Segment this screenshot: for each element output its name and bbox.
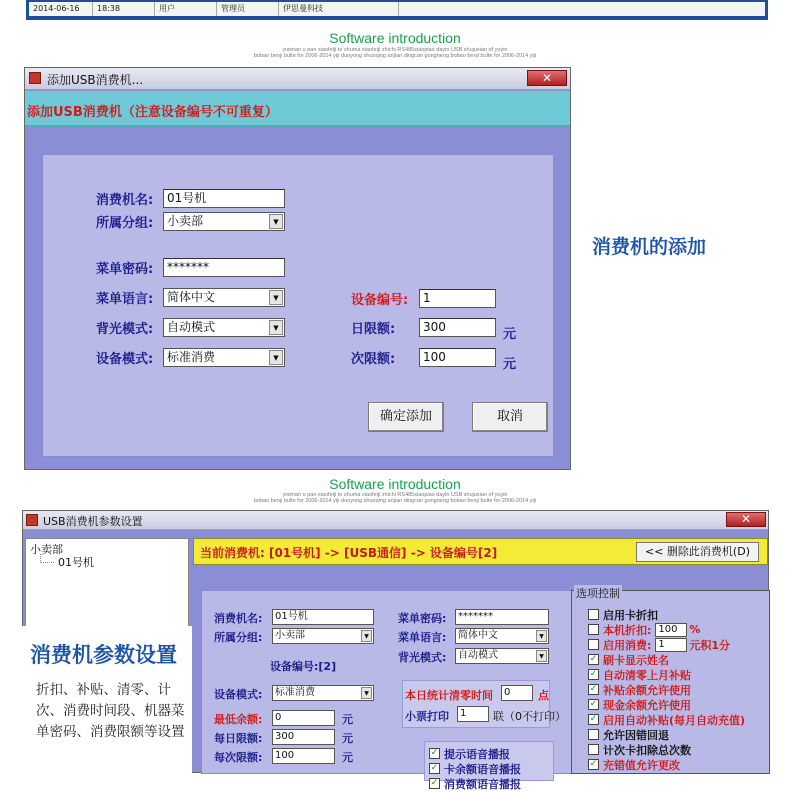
backlight-select-value: 自动模式: [167, 320, 216, 334]
device-mode-select[interactable]: [163, 348, 285, 367]
chevron-down-icon[interactable]: ▼: [536, 650, 547, 662]
chevron-down-icon[interactable]: ▼: [269, 214, 283, 229]
section-subtitle-line1: yiximan u pan xiaofeiji to shuma xiaofeiji zhichi RS485xiaopiao dayin USB shujuxian of yuyin: [282, 47, 508, 53]
section-subtitle-line2: bobao benji bulte for 2006-2014 yiji duoyong shuoqing anjian dingcan gongneng bobao benji bulte for 2006-2014 yiji: [253, 53, 537, 59]
per-transaction-limit-label: 次限额:: [351, 352, 396, 367]
group-select-value: 小卖部: [167, 214, 204, 228]
add-device-window: [24, 67, 571, 470]
backlight-select[interactable]: [455, 648, 549, 664]
option-label: 启用自动补贴(每月自动充值): [603, 713, 746, 727]
option-item[interactable]: [588, 697, 768, 712]
option-value-input[interactable]: 1: [655, 638, 687, 652]
form-panel: [42, 154, 554, 457]
option-item[interactable]: [588, 727, 768, 742]
currency-unit: 元: [503, 327, 517, 342]
chevron-down-icon[interactable]: ▼: [536, 630, 547, 642]
option-item[interactable]: [588, 637, 768, 652]
window-title: 添加USB消费机...: [47, 73, 144, 87]
section-subtitle-line2: bobao benji bulte for 2006-2014 yiji duoyong shuoqing anjian dingcan gongneng bobao benji bulte for 2006-2014 yiji: [253, 498, 537, 504]
password-input[interactable]: *******: [163, 258, 285, 277]
option-label: 补贴余额允许使用: [603, 683, 691, 697]
date-cell: 2014-06-16: [29, 2, 93, 16]
device-mode-select-value: 标准消费: [167, 350, 216, 364]
name-label: 消费机名:: [214, 612, 263, 625]
instruction-banner: [25, 91, 570, 127]
option-label: 启用卡折扣: [603, 608, 658, 622]
chevron-down-icon[interactable]: ▼: [361, 630, 372, 642]
tree-item-device[interactable]: 01号机: [58, 556, 94, 569]
voice-option-label: 卡余额语音播报: [444, 762, 521, 776]
voice-options-box: [424, 741, 554, 791]
currency-unit: 元: [342, 751, 353, 764]
close-button[interactable]: ✕: [527, 70, 567, 86]
options-group: [571, 587, 770, 774]
delete-device-button[interactable]: << 删除此消费机(D): [636, 542, 759, 562]
per-transaction-limit-input[interactable]: 100: [272, 748, 335, 764]
option-label: 本机折扣:: [603, 623, 652, 637]
language-select[interactable]: [163, 288, 285, 307]
option-value-input[interactable]: 100: [655, 623, 687, 637]
password-label: 菜单密码:: [398, 612, 447, 625]
voice-option-label: 提示语音播报: [444, 747, 510, 761]
receipt-print-unit: 联（0不打印）: [493, 710, 566, 723]
checkbox[interactable]: [588, 639, 599, 650]
role-cell: 管理员: [217, 2, 279, 16]
currency-unit: 元: [503, 357, 517, 372]
checkbox[interactable]: ✓: [589, 714, 598, 724]
current-device-path: 当前消费机: [01号机] -> [USB通信] -> 设备编号[2]: [200, 546, 498, 560]
group-label: 所属分组:: [96, 216, 154, 231]
language-label: 菜单语言:: [96, 292, 154, 307]
tree-item-group[interactable]: 小卖部: [30, 543, 63, 556]
tree-connector: [40, 554, 54, 563]
close-button[interactable]: ✕: [726, 512, 766, 527]
group-select-value: 小卖部: [275, 630, 305, 641]
voice-option[interactable]: [429, 746, 510, 761]
device-number-label: 设备编号:[2]: [270, 660, 337, 673]
name-label: 消费机名:: [96, 193, 154, 208]
option-item[interactable]: [588, 742, 768, 757]
options-list: [588, 607, 768, 772]
voice-option[interactable]: [429, 761, 521, 776]
hour-unit: 点: [538, 689, 549, 702]
section-subtitle-line1: yiximan u pan xiaofeiji to shuma xiaofeiji zhichi RS485xiaopiao dayin USB shujuxian of yuyin: [282, 492, 508, 498]
daily-reset-label: 本日统计清零时间: [405, 689, 493, 702]
group-select[interactable]: [163, 212, 285, 231]
name-input[interactable]: 01号机: [272, 609, 374, 625]
confirm-add-button[interactable]: 确定添加: [368, 402, 444, 432]
option-label: 现金余额允许使用: [603, 698, 691, 712]
option-label: 刷卡显示姓名: [603, 653, 669, 667]
currency-unit: 元: [342, 732, 353, 745]
checkbox[interactable]: [588, 744, 599, 755]
previous-screenshot-strip: [26, 0, 768, 20]
option-item[interactable]: [588, 607, 768, 622]
time-cell: 18:38: [93, 2, 155, 16]
option-label: 充错值允许更改: [603, 758, 680, 772]
checkbox[interactable]: ✓: [589, 699, 598, 709]
name-input[interactable]: 01号机: [163, 189, 285, 208]
min-balance-label: 最低余额:: [214, 713, 263, 726]
language-label: 菜单语言:: [398, 631, 447, 644]
checkbox[interactable]: ✓: [589, 684, 598, 694]
option-label: 计次卡扣除总次数: [603, 743, 691, 757]
per-transaction-limit-input[interactable]: 100: [419, 348, 496, 367]
checkbox[interactable]: [588, 729, 599, 740]
backlight-select-value: 自动模式: [458, 650, 498, 661]
backlight-select[interactable]: [163, 318, 285, 337]
window-titlebar[interactable]: [23, 511, 768, 530]
option-item[interactable]: [588, 712, 768, 727]
option-item[interactable]: [588, 757, 768, 772]
min-balance-input[interactable]: 0: [272, 710, 335, 726]
table-row: [29, 2, 765, 16]
checkbox[interactable]: ✓: [430, 748, 439, 758]
option-label: 允许因错回退: [603, 728, 669, 742]
parameters-panel: [201, 590, 573, 791]
option-value-unit: 元积1分: [689, 638, 731, 652]
parameters-caption-title: 消费机参数设置: [30, 643, 177, 667]
option-item[interactable]: [588, 682, 768, 697]
backlight-label: 背光模式:: [96, 322, 154, 337]
company-cell: 伊思曼科技: [279, 2, 399, 16]
language-select-value: 简体中文: [458, 630, 498, 641]
section-title: Software introduction: [329, 476, 461, 492]
voice-option[interactable]: [429, 776, 521, 791]
app-icon: [29, 72, 41, 84]
checkbox[interactable]: [588, 609, 599, 620]
window-titlebar[interactable]: [25, 68, 570, 90]
banner-text: 添加USB消费机（注意设备编号不可重复）: [27, 105, 278, 120]
statistics-box: [402, 680, 566, 728]
chevron-down-icon[interactable]: ▼: [361, 687, 372, 699]
group-label: 所属分组:: [214, 631, 263, 644]
language-select-value: 简体中文: [167, 290, 216, 304]
checkbox[interactable]: ✓: [430, 778, 439, 788]
chevron-down-icon[interactable]: ▼: [269, 290, 283, 305]
device-mode-label: 设备模式:: [214, 688, 263, 701]
checkbox[interactable]: ✓: [589, 669, 598, 679]
chevron-down-icon[interactable]: ▼: [269, 320, 283, 335]
per-transaction-limit-label: 每次限额:: [214, 751, 263, 764]
daily-limit-label: 每日限额:: [214, 732, 263, 745]
option-label: 自动清零上月补贴: [603, 668, 691, 682]
current-device-bar: [193, 538, 768, 565]
device-mode-label: 设备模式:: [96, 352, 154, 367]
voice-option-label: 消费额语音播报: [444, 777, 521, 791]
checkbox[interactable]: ✓: [589, 759, 598, 769]
add-device-caption: 消费机的添加: [592, 236, 707, 258]
options-group-title: 选项控制: [576, 587, 620, 600]
password-input[interactable]: *******: [455, 609, 549, 625]
section-title: Software introduction: [329, 30, 461, 46]
backlight-label: 背光模式:: [398, 651, 447, 664]
checkbox[interactable]: [588, 624, 599, 635]
option-item[interactable]: [588, 652, 768, 667]
daily-limit-label: 日限额:: [351, 322, 396, 337]
cancel-button[interactable]: 取消: [472, 402, 548, 432]
user-cell: 用户: [155, 2, 217, 16]
group-select[interactable]: [272, 628, 374, 644]
daily-limit-input[interactable]: 300: [419, 318, 496, 337]
chevron-down-icon[interactable]: ▼: [269, 350, 283, 365]
option-value-unit: %: [689, 623, 701, 636]
app-icon: [26, 514, 38, 526]
receipt-print-input[interactable]: 1: [457, 706, 489, 722]
receipt-print-label: 小票打印: [405, 710, 449, 723]
window-title: USB消费机参数设置: [43, 515, 143, 528]
device-mode-select-value: 标准消费: [275, 687, 315, 698]
checkbox[interactable]: ✓: [430, 763, 439, 773]
option-item[interactable]: [588, 622, 768, 637]
checkbox[interactable]: ✓: [589, 654, 598, 664]
option-item[interactable]: [588, 667, 768, 682]
device-number-input[interactable]: 1: [419, 289, 496, 308]
parameters-caption-description: 折扣、补贴、清零、计次、消费时间段、机器菜单密码、消费限额等设置: [36, 682, 185, 740]
device-number-label: 设备编号:: [351, 293, 409, 308]
password-label: 菜单密码:: [96, 262, 154, 277]
device-mode-select[interactable]: [272, 685, 374, 701]
daily-reset-input[interactable]: 0: [501, 685, 533, 701]
currency-unit: 元: [342, 713, 353, 726]
language-select[interactable]: [455, 628, 549, 644]
option-label: 启用消费:: [603, 638, 652, 652]
daily-limit-input[interactable]: 300: [272, 729, 335, 745]
